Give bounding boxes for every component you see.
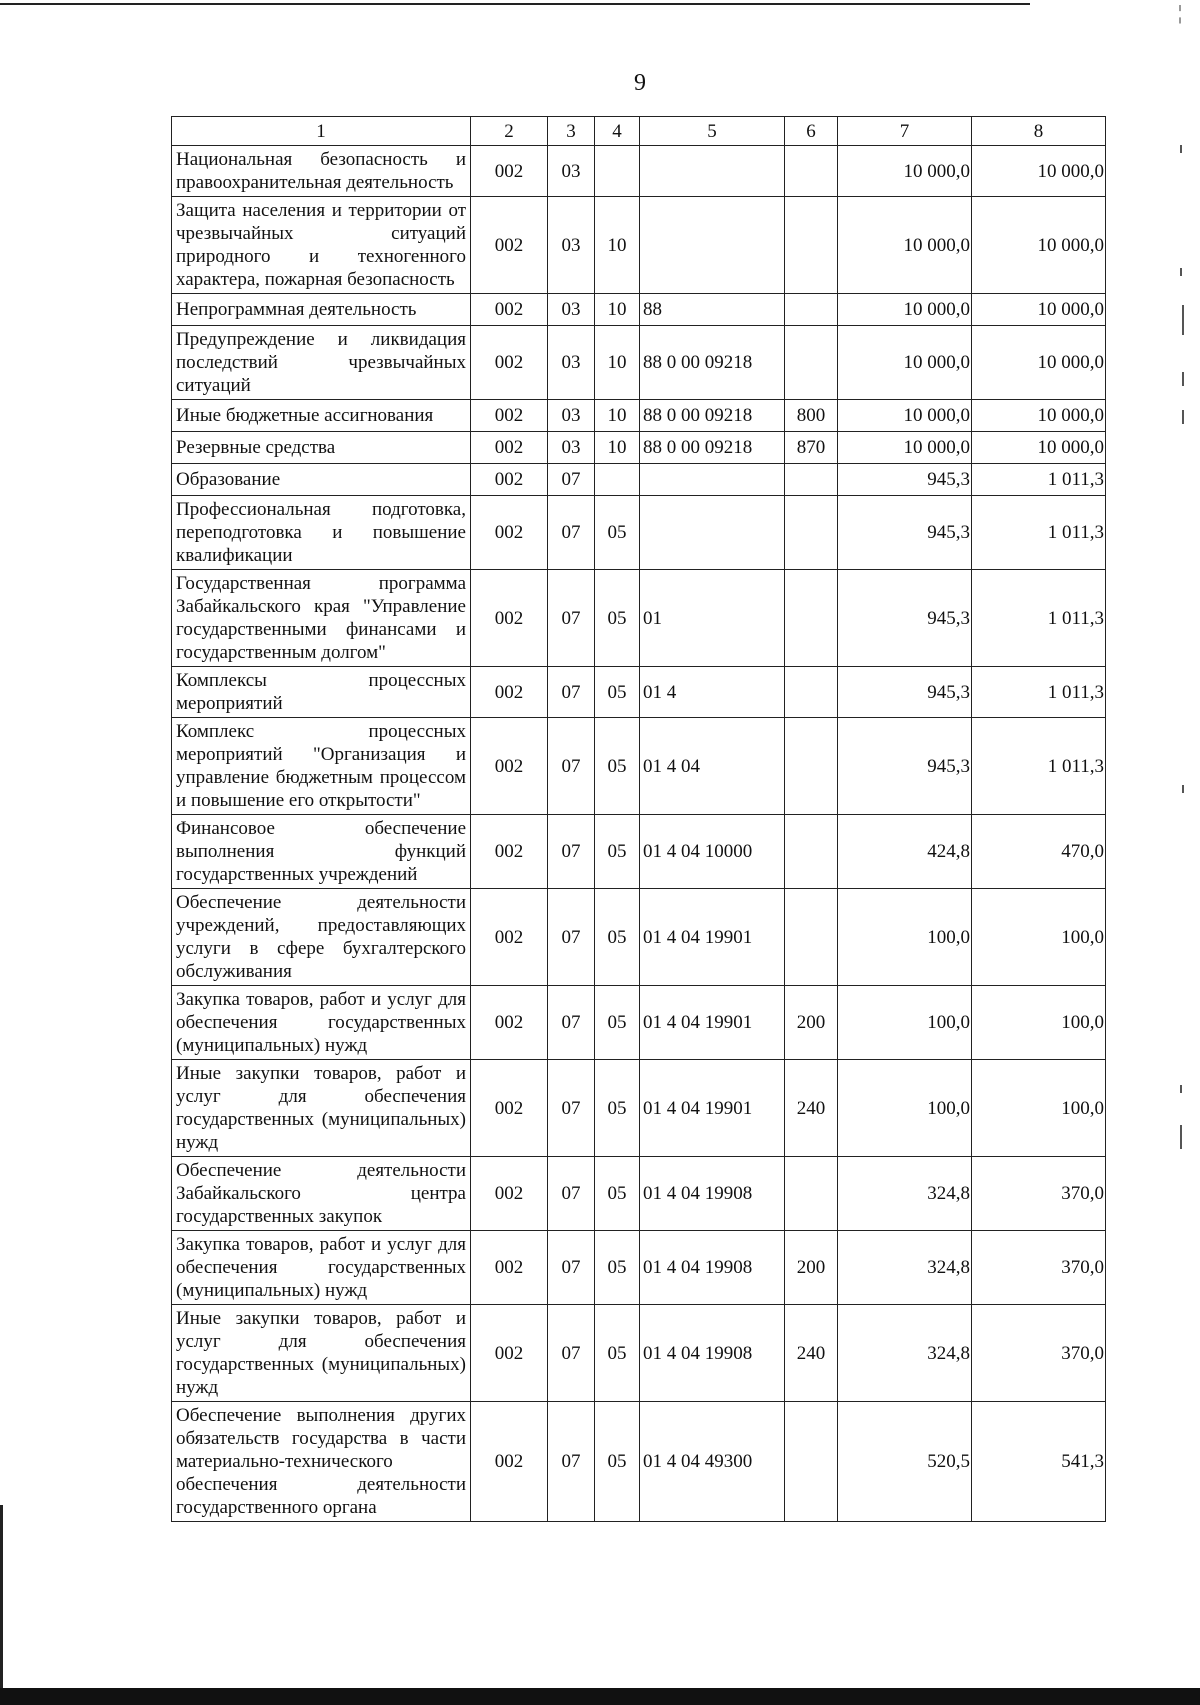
cell-amount-year-2: 1 011,3 xyxy=(972,718,1106,815)
cell-admin-code: 002 xyxy=(471,815,548,889)
cell-target-article: 01 4 04 19908 xyxy=(640,1231,785,1305)
cell-amount-year-2: 1 011,3 xyxy=(972,667,1106,718)
scan-speck xyxy=(1180,1125,1182,1149)
cell-expense-type: 200 xyxy=(785,986,838,1060)
table-row xyxy=(172,1157,1106,1231)
cell-expense-type xyxy=(785,197,838,294)
cell-admin-code: 002 xyxy=(471,1305,548,1402)
cell-section: 03 xyxy=(548,326,595,400)
scan-speck xyxy=(1182,410,1184,424)
cell-amount-year-1: 324,8 xyxy=(838,1305,972,1402)
cell-target-article xyxy=(640,464,785,496)
scan-speck xyxy=(1182,785,1184,793)
table-row xyxy=(172,1231,1106,1305)
cell-amount-year-1: 945,3 xyxy=(838,718,972,815)
cell-item-name: Финансовое обеспечение выполнения функций государственных учреждений xyxy=(172,815,471,889)
cell-section: 07 xyxy=(548,889,595,986)
cell-target-article xyxy=(640,146,785,197)
cell-amount-year-2: 370,0 xyxy=(972,1305,1106,1402)
cell-amount-year-2: 370,0 xyxy=(972,1231,1106,1305)
scan-speck xyxy=(1180,145,1182,153)
scan-corner-mark: ¦ xyxy=(1178,2,1183,24)
cell-subsection: 10 xyxy=(595,432,640,464)
cell-admin-code: 002 xyxy=(471,570,548,667)
cell-section: 03 xyxy=(548,432,595,464)
cell-subsection: 05 xyxy=(595,718,640,815)
cell-subsection: 05 xyxy=(595,986,640,1060)
table-row xyxy=(172,570,1106,667)
cell-admin-code: 002 xyxy=(471,496,548,570)
cell-section: 07 xyxy=(548,464,595,496)
cell-expense-type: 240 xyxy=(785,1060,838,1157)
cell-target-article: 01 4 04 10000 xyxy=(640,815,785,889)
cell-target-article: 88 0 00 09218 xyxy=(640,326,785,400)
cell-expense-type: 200 xyxy=(785,1231,838,1305)
cell-target-article: 88 xyxy=(640,294,785,326)
cell-section: 07 xyxy=(548,570,595,667)
cell-expense-type xyxy=(785,815,838,889)
cell-item-name: Предупреждение и ликвидация последствий чрезвычайных ситуаций xyxy=(172,326,471,400)
table-row xyxy=(172,1060,1106,1157)
scan-border-left xyxy=(0,1505,3,1690)
cell-amount-year-1: 424,8 xyxy=(838,815,972,889)
cell-amount-year-2: 541,3 xyxy=(972,1402,1106,1522)
cell-admin-code: 002 xyxy=(471,1402,548,1522)
table-row xyxy=(172,986,1106,1060)
cell-subsection: 05 xyxy=(595,496,640,570)
cell-expense-type xyxy=(785,464,838,496)
budget-table xyxy=(171,116,1106,1522)
cell-target-article: 01 4 04 19901 xyxy=(640,889,785,986)
cell-amount-year-1: 100,0 xyxy=(838,889,972,986)
cell-target-article: 01 4 xyxy=(640,667,785,718)
cell-subsection: 05 xyxy=(595,889,640,986)
cell-section: 07 xyxy=(548,667,595,718)
cell-admin-code: 002 xyxy=(471,294,548,326)
cell-amount-year-1: 324,8 xyxy=(838,1231,972,1305)
column-header: 1 xyxy=(172,117,471,146)
cell-item-name: Иные бюджетные ассигнования xyxy=(172,400,471,432)
table-row xyxy=(172,464,1106,496)
cell-target-article: 01 4 04 49300 xyxy=(640,1402,785,1522)
cell-section: 07 xyxy=(548,1305,595,1402)
cell-amount-year-2: 10 000,0 xyxy=(972,197,1106,294)
cell-admin-code: 002 xyxy=(471,1060,548,1157)
cell-target-article: 01 xyxy=(640,570,785,667)
cell-target-article: 88 0 00 09218 xyxy=(640,400,785,432)
cell-subsection: 05 xyxy=(595,1157,640,1231)
table-row xyxy=(172,294,1106,326)
cell-admin-code: 002 xyxy=(471,986,548,1060)
cell-target-article xyxy=(640,197,785,294)
cell-amount-year-2: 370,0 xyxy=(972,1157,1106,1231)
cell-item-name: Непрограммная деятельность xyxy=(172,294,471,326)
cell-expense-type xyxy=(785,1402,838,1522)
cell-target-article: 01 4 04 19901 xyxy=(640,1060,785,1157)
cell-amount-year-1: 520,5 xyxy=(838,1402,972,1522)
cell-item-name: Профессиональная подготовка, переподготовка и повышение квалификации xyxy=(172,496,471,570)
cell-subsection: 10 xyxy=(595,400,640,432)
cell-target-article: 88 0 00 09218 xyxy=(640,432,785,464)
table-row xyxy=(172,496,1106,570)
table-row xyxy=(172,815,1106,889)
cell-amount-year-1: 10 000,0 xyxy=(838,146,972,197)
scan-speck xyxy=(1182,305,1184,335)
cell-subsection: 05 xyxy=(595,1060,640,1157)
cell-amount-year-1: 945,3 xyxy=(838,667,972,718)
cell-subsection: 05 xyxy=(595,815,640,889)
cell-section: 03 xyxy=(548,146,595,197)
cell-target-article: 01 4 04 19908 xyxy=(640,1305,785,1402)
cell-item-name: Обеспечение выполнения других обязательств государства в части материально-технического обеспечения деятельности государственного органа xyxy=(172,1402,471,1522)
cell-amount-year-2: 100,0 xyxy=(972,986,1106,1060)
cell-subsection: 05 xyxy=(595,1402,640,1522)
cell-expense-type xyxy=(785,294,838,326)
cell-admin-code: 002 xyxy=(471,400,548,432)
column-header: 3 xyxy=(548,117,595,146)
cell-admin-code: 002 xyxy=(471,889,548,986)
cell-target-article: 01 4 04 xyxy=(640,718,785,815)
table-row xyxy=(172,1402,1106,1522)
cell-section: 07 xyxy=(548,1060,595,1157)
cell-expense-type: 870 xyxy=(785,432,838,464)
cell-subsection: 10 xyxy=(595,197,640,294)
scan-speck xyxy=(1180,1085,1182,1093)
cell-amount-year-1: 10 000,0 xyxy=(838,400,972,432)
cell-admin-code: 002 xyxy=(471,1231,548,1305)
cell-admin-code: 002 xyxy=(471,667,548,718)
table-row xyxy=(172,889,1106,986)
cell-subsection: 10 xyxy=(595,294,640,326)
table-body xyxy=(172,146,1106,1522)
cell-expense-type xyxy=(785,667,838,718)
cell-amount-year-2: 100,0 xyxy=(972,889,1106,986)
cell-expense-type xyxy=(785,326,838,400)
cell-amount-year-2: 10 000,0 xyxy=(972,432,1106,464)
cell-item-name: Комплексы процессных мероприятий xyxy=(172,667,471,718)
cell-subsection: 05 xyxy=(595,1231,640,1305)
cell-item-name: Закупка товаров, работ и услуг для обеспечения государственных (муниципальных) нужд xyxy=(172,1231,471,1305)
cell-amount-year-1: 10 000,0 xyxy=(838,432,972,464)
cell-admin-code: 002 xyxy=(471,432,548,464)
cell-expense-type xyxy=(785,1157,838,1231)
table-row xyxy=(172,197,1106,294)
cell-amount-year-2: 1 011,3 xyxy=(972,496,1106,570)
cell-amount-year-1: 945,3 xyxy=(838,464,972,496)
cell-section: 07 xyxy=(548,815,595,889)
table-row xyxy=(172,667,1106,718)
cell-item-name: Национальная безопасность и правоохранительная деятельность xyxy=(172,146,471,197)
scan-border-top xyxy=(0,3,1030,5)
cell-item-name: Резервные средства xyxy=(172,432,471,464)
column-header: 5 xyxy=(640,117,785,146)
cell-item-name: Иные закупки товаров, работ и услуг для обеспечения государственных (муниципальных) нужд xyxy=(172,1305,471,1402)
cell-section: 07 xyxy=(548,496,595,570)
scan-border-bottom xyxy=(0,1688,1200,1705)
cell-admin-code: 002 xyxy=(471,197,548,294)
cell-admin-code: 002 xyxy=(471,146,548,197)
cell-amount-year-2: 1 011,3 xyxy=(972,464,1106,496)
cell-expense-type xyxy=(785,146,838,197)
cell-expense-type: 800 xyxy=(785,400,838,432)
cell-admin-code: 002 xyxy=(471,718,548,815)
cell-item-name: Обеспечение деятельности учреждений, предоставляющих услуги в сфере бухгалтерского обслуживания xyxy=(172,889,471,986)
cell-amount-year-1: 100,0 xyxy=(838,1060,972,1157)
cell-amount-year-2: 470,0 xyxy=(972,815,1106,889)
column-header: 7 xyxy=(838,117,972,146)
cell-section: 03 xyxy=(548,197,595,294)
table-row xyxy=(172,400,1106,432)
column-header: 4 xyxy=(595,117,640,146)
cell-amount-year-2: 10 000,0 xyxy=(972,146,1106,197)
cell-item-name: Иные закупки товаров, работ и услуг для обеспечения государственных (муниципальных) нужд xyxy=(172,1060,471,1157)
cell-amount-year-2: 10 000,0 xyxy=(972,326,1106,400)
page-number: 9 xyxy=(634,70,646,96)
cell-expense-type: 240 xyxy=(785,1305,838,1402)
cell-section: 03 xyxy=(548,400,595,432)
cell-admin-code: 002 xyxy=(471,464,548,496)
cell-amount-year-2: 100,0 xyxy=(972,1060,1106,1157)
cell-section: 07 xyxy=(548,718,595,815)
cell-item-name: Комплекс процессных мероприятий "Организация и управление бюджетным процессом и повышение его открытости" xyxy=(172,718,471,815)
column-header: 8 xyxy=(972,117,1106,146)
cell-item-name: Обеспечение деятельности Забайкальского центра государственных закупок xyxy=(172,1157,471,1231)
cell-item-name: Закупка товаров, работ и услуг для обеспечения государственных (муниципальных) нужд xyxy=(172,986,471,1060)
cell-item-name: Образование xyxy=(172,464,471,496)
cell-amount-year-2: 10 000,0 xyxy=(972,400,1106,432)
cell-expense-type xyxy=(785,570,838,667)
cell-amount-year-1: 945,3 xyxy=(838,570,972,667)
cell-section: 07 xyxy=(548,1231,595,1305)
cell-subsection: 10 xyxy=(595,326,640,400)
table-row xyxy=(172,146,1106,197)
cell-amount-year-1: 10 000,0 xyxy=(838,326,972,400)
cell-item-name: Государственная программа Забайкальского края "Управление государственными финансами и государственным долгом" xyxy=(172,570,471,667)
cell-amount-year-1: 945,3 xyxy=(838,496,972,570)
cell-subsection xyxy=(595,146,640,197)
table-row xyxy=(172,432,1106,464)
cell-expense-type xyxy=(785,718,838,815)
cell-section: 07 xyxy=(548,986,595,1060)
cell-expense-type xyxy=(785,496,838,570)
cell-amount-year-2: 10 000,0 xyxy=(972,294,1106,326)
cell-subsection: 05 xyxy=(595,667,640,718)
cell-amount-year-2: 1 011,3 xyxy=(972,570,1106,667)
cell-amount-year-1: 100,0 xyxy=(838,986,972,1060)
cell-subsection xyxy=(595,464,640,496)
cell-amount-year-1: 10 000,0 xyxy=(838,294,972,326)
table-row xyxy=(172,718,1106,815)
scan-speck xyxy=(1182,372,1184,386)
scan-speck xyxy=(1180,268,1182,276)
table-header-row xyxy=(172,117,1106,146)
cell-section: 07 xyxy=(548,1157,595,1231)
table-row xyxy=(172,1305,1106,1402)
cell-amount-year-1: 10 000,0 xyxy=(838,197,972,294)
cell-subsection: 05 xyxy=(595,1305,640,1402)
cell-admin-code: 002 xyxy=(471,326,548,400)
cell-target-article xyxy=(640,496,785,570)
cell-item-name: Защита населения и территории от чрезвычайных ситуаций природного и техногенного характера, пожарная безопасность xyxy=(172,197,471,294)
cell-section: 07 xyxy=(548,1402,595,1522)
cell-amount-year-1: 324,8 xyxy=(838,1157,972,1231)
table-row xyxy=(172,326,1106,400)
column-header: 6 xyxy=(785,117,838,146)
cell-target-article: 01 4 04 19901 xyxy=(640,986,785,1060)
cell-admin-code: 002 xyxy=(471,1157,548,1231)
cell-section: 03 xyxy=(548,294,595,326)
cell-expense-type xyxy=(785,889,838,986)
cell-target-article: 01 4 04 19908 xyxy=(640,1157,785,1231)
column-header: 2 xyxy=(471,117,548,146)
cell-subsection: 05 xyxy=(595,570,640,667)
